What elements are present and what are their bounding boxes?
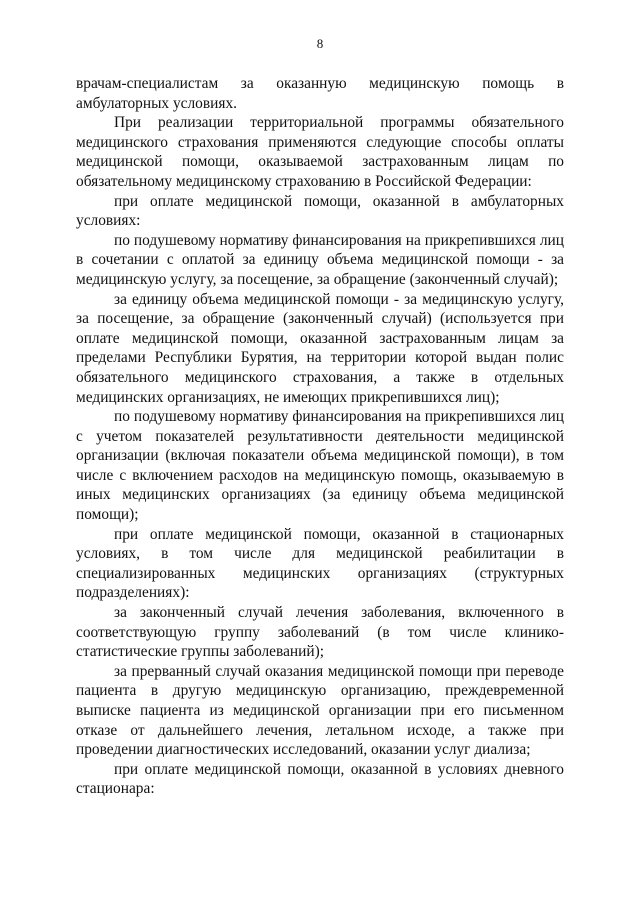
paragraph-interrupted-case: за прерванный случай оказания медицинской помощи при переводе пациента в другую медицинскую организацию, преждевременной выписке пациента из медицинской организации при его письменном отказе от дальнейшего лечения, летальном исходе, а также при проведении диагностических исследований, оказании услуг диализа; bbox=[76, 662, 564, 759]
paragraph-per-capita-performance: по подушевому нормативу финансирования на прикрепившихся лиц с учетом показателей результативности деятельности медицинской организации (включая показатели объема медицинской помощи), в том числе с включением расходов на медицинскую помощь, оказываемую в иных медицинских организациях (за единицу объема медицинской помощи); bbox=[76, 408, 564, 524]
paragraph-continuation: врачам-специалистам за оказанную медицинскую помощь в амбулаторных условиях. bbox=[76, 75, 564, 112]
document-body bbox=[76, 74, 564, 799]
paragraph-per-capita-combined: по подушевому нормативу финансирования на прикрепившихся лиц в сочетании с оплатой за единицу объема медицинской помощи - за медицинскую услугу, за посещение, за обращение (законченный случай); bbox=[76, 231, 564, 288]
paragraph-day-hospital-heading: при оплате медицинской помощи, оказанной в условиях дневного стационара: bbox=[76, 760, 564, 798]
paragraph-outpatient-heading: при оплате медицинской помощи, оказанной в амбулаторных условиях: bbox=[76, 192, 564, 230]
paragraph-completed-case: за законченный случай лечения заболевания, включенного в соответствующую группу заболеваний (в том числе клинико-статистические группы заболеваний); bbox=[76, 604, 564, 661]
paragraph-unit-of-volume: за единицу объема медицинской помощи - за медицинскую услугу, за посещение, за обращение (законченный случай) (используется при оплате медицинской помощи, оказанной застрахованным лицам за пределами Республики Бурятия, на территории которой выдан полис обязательного медицинского страхования, а также в отдельных медицинских организациях, не имеющих прикрепившихся лиц); bbox=[76, 290, 564, 406]
page-number: 8 bbox=[316, 36, 324, 51]
paragraph-payment-methods-intro: При реализации территориальной программы обязательного медицинского страхования применяются следующие способы оплаты медицинской помощи, оказываемой застрахованным лицам по обязательному медицинскому страхованию в Российской Федерации: bbox=[76, 114, 564, 190]
paragraph-inpatient-heading: при оплате медицинской помощи, оказанной в стационарных условиях, в том числе для медицинской реабилитации в специализированных медицинских организациях (структурных подразделениях): bbox=[76, 525, 564, 602]
